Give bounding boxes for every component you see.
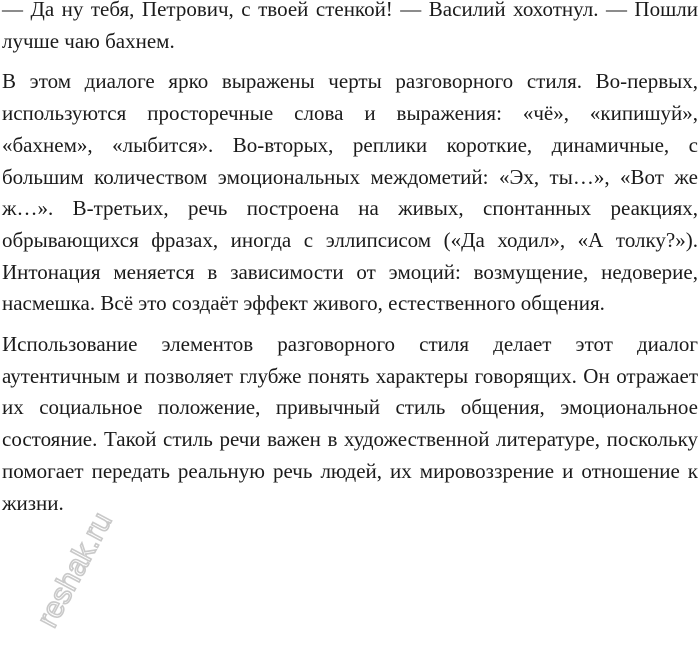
- analysis-paragraph: В этом диалоге ярко выражены черты разговорного стиля. Во-первых, используются просторечные слова и выражения: «чё», «кипишуй», «бахнем», «лыбится». Во-вторых, реплики короткие, динамичные, с большим количеством эмоциональных междометий: «Эх, ты…», «Вот же ж…». В-третьих, речь построена на живых, спонтанных реакциях, обрывающихся фразах, иногда с эллипсисом («Да ходил», «А толку?»). Интонация меняется в зависимости от эмоций: возмущение, недоверие, насмешка. Всё это создаёт эффект живого, естественного общения.: [2, 69, 698, 316]
- watermark-text: reshak.ru: [30, 506, 119, 633]
- dialogue-paragraph: — Да ну тебя, Петрович, с твоей стенкой! — Василий хохотнул. — Пошли лучше чаю бахнем.: [2, 0, 698, 53]
- conclusion-paragraph: Использование элементов разговорного стиля делает этот диалог аутентичным и позволяет глубже понять характеры говорящих. Он отражает их социальное положение, привычный стиль общения, эмоциональное состояние. Такой стиль речи важен в художественной литературе, поскольку помогает передать реальную речь людей, их мировоззрение и отношение к жизни.: [2, 332, 698, 515]
